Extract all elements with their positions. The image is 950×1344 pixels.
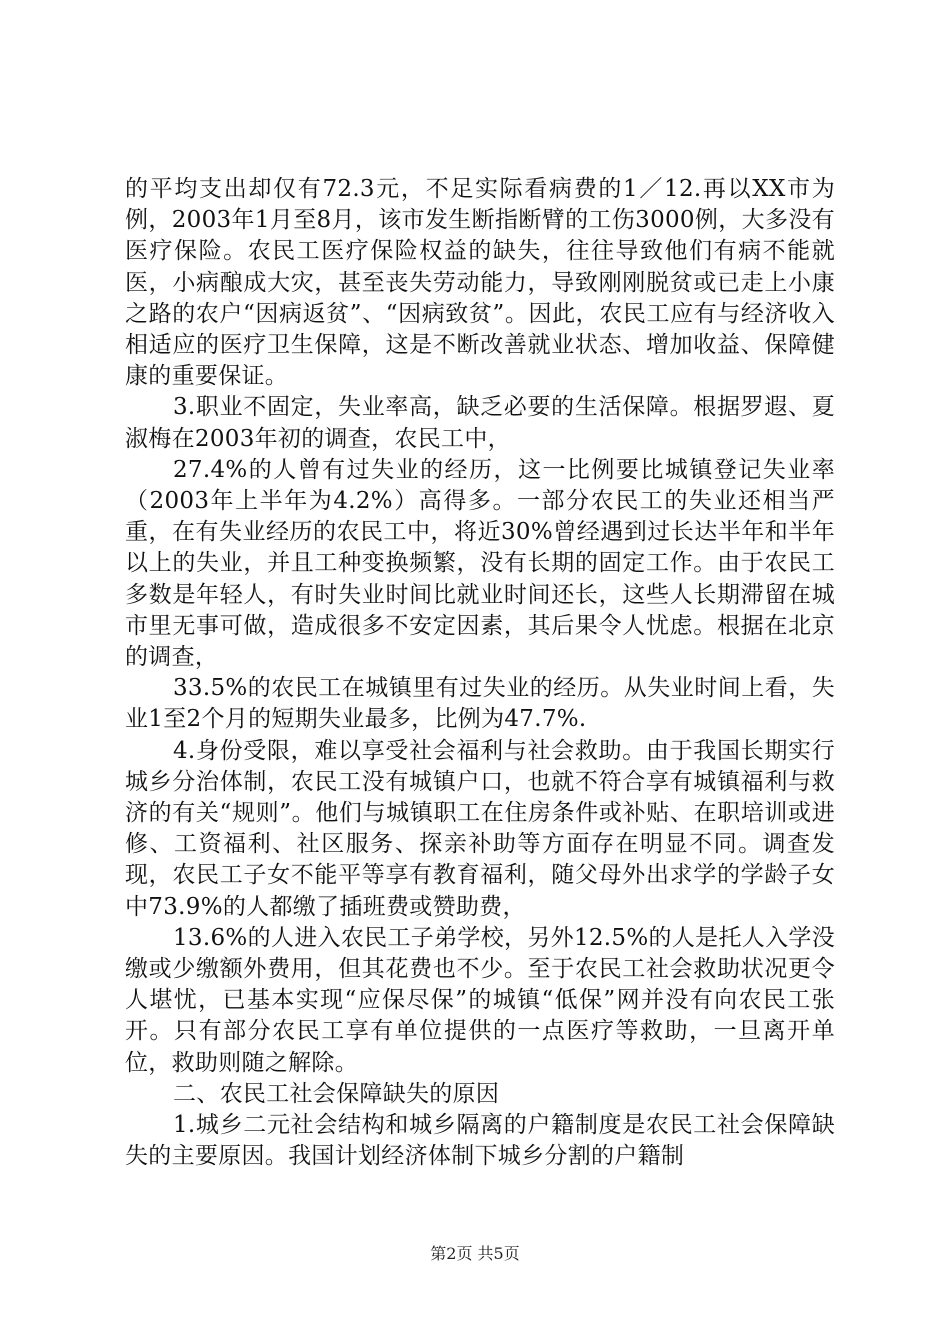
paragraph-5: 4.身份受限，难以享受社会福利与社会救助。由于我国长期实行城乡分治体制，农民工没有城镇户口，也就不符合享有城镇福利与救济的有关“规则”。他们与城镇职工在住房条件或补贴、在职培训或进修、工资福利、社区服务、探亲补助等方面存在明显不同。调查发现，农民工子女不能平等享有教育福利，随父母外出求学的学龄子女中73.9%的人都缴了插班费或赞助费，	[125, 737, 835, 920]
paragraph-1: 的平均支出却仅有72.3元，不足实际看病费的1／12.再以XX市为例，2003年1月至8月，该市发生断指断臂的工伤3000例，大多没有医疗保险。农民工医疗保险权益的缺失，往往导致他们有病不能就医，小病酿成大灾，甚至丧失劳动能力，导致刚刚脱贫或已走上小康之路的农户“因病返贫”、“因病致贫”。因此，农民工应有与经济收入相适应的医疗卫生保障，这是不断改善就业状态、增加收益、保障健康的重要保证。	[125, 176, 835, 390]
paragraph-4: 33.5%的农民工在城镇里有过失业的经历。从失业时间上看，失业1至2个月的短期失业最多，比例为47.7%.	[125, 675, 835, 733]
paragraph-3: 27.4%的人曾有过失业的经历，这一比例要比城镇登记失业率（2003年上半年为4.2%）高得多。一部分农民工的失业还相当严重，在有失业经历的农民工中，将近30%曾经遇到过长达半年和半年以上的失业，并且工种变换频繁，没有长期的固定工作。由于农民工多数是年轻人，有时失业时间比就业时间还长，这些人长期滞留在城市里无事可做，造成很多不安定因素，其后果令人忧虑。根据在北京的调查，	[125, 456, 835, 671]
document-body	[125, 174, 835, 1173]
paragraph-2: 3.职业不固定，失业率高，缺乏必要的生活保障。根据罗遐、夏淑梅在2003年初的调查，农民工中，	[125, 394, 835, 452]
section-heading: 二、农民工社会保障缺失的原因	[173, 1080, 500, 1107]
paragraph-7: 1.城乡二元社会结构和城乡隔离的户籍制度是农民工社会保障缺失的主要原因。我国计划经济体制下城乡分割的户籍制	[125, 1112, 835, 1170]
page-number-footer: 第2页 共5页	[430, 1244, 520, 1263]
paragraph-6: 13.6%的人进入农民工子弟学校，另外12.5%的人是托人入学没缴或少缴额外费用，但其花费也不少。至于农民工社会救助状况更令人堪忧，已基本实现“应保尽保”的城镇“低保”网并没有向农民工张开。只有部分农民工享有单位提供的一点医疗等救助，一旦离开单位，救助则随之解除。	[125, 924, 835, 1076]
